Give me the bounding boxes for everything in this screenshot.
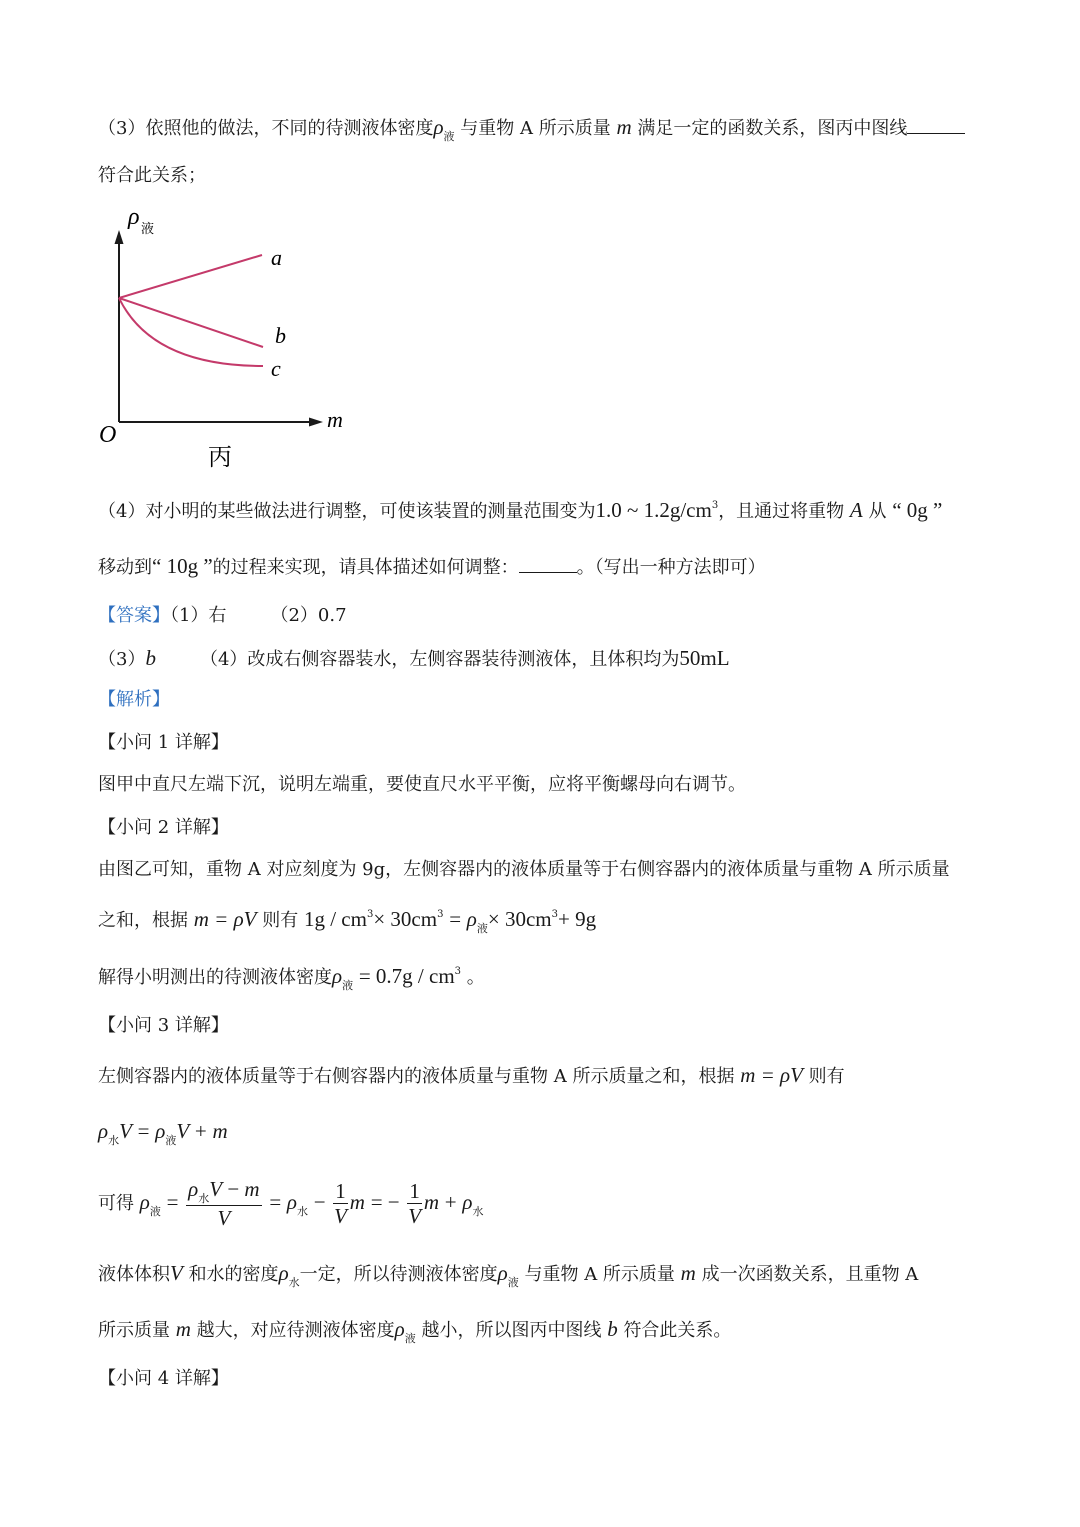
fraction-1: $\frac{\rho_水V - m}{V}$ [188,1176,260,1230]
m-symbol: m [349,1190,365,1214]
answer-line-2 [98,645,984,673]
sup3: 3 [366,909,374,920]
q4-line2-prefix: 移动到 [98,557,152,578]
rho-subscript: 液 [443,130,455,143]
s3-text-4 [98,1316,984,1346]
s1-body: 图甲中直尺左端下沉，说明左端重，要使直尺水平平衡，应将平衡螺母向右调节。 [98,774,746,795]
curve-b-label: b [275,323,286,348]
s4-head-text: 【小问 4 详解】 [98,1368,229,1389]
rho-water-subscript: 水 [288,1276,300,1289]
sup3: 3 [437,909,444,920]
answer-tag: 【答案】 [98,605,170,626]
q3-text-line2: 符合此关系； [98,165,206,186]
rho-water-subscript: 水 [108,1134,120,1147]
V-symbol: V [209,1176,223,1201]
q3-text-mid2: 满足一定的函数关系，图丙中图线 [637,118,908,139]
s2-body-3a: 解得小明测出的待测液体密度 [98,967,332,988]
rho-symbol: ρ [497,1261,508,1285]
q3-line-1 [98,114,984,144]
rho-symbol: ρ [433,115,444,139]
s3-equation-1: $\rho_水V = \rho_液V + m$ [98,1119,228,1147]
m-symbol: m [616,115,632,139]
figure-bing [90,200,370,475]
m-symbol: m [175,1317,191,1341]
rho-symbol: ρ [466,907,477,931]
s3-body-3a: 液体体积 [98,1264,170,1285]
curve-c-label: c [271,356,281,381]
s2-result: = 0.7g / cm [358,964,455,988]
curve-a-label: a [271,245,282,270]
s2-text-3 [98,963,984,994]
s3-body-3e: 成一次函数关系，且重物 A [701,1264,919,1285]
s3-body-4d: 符合此关系。 [623,1320,732,1341]
rho-subscript: 液 [476,922,488,935]
rho-subscript: 液 [404,1332,416,1345]
m-symbol: m [244,1176,260,1201]
rho-symbol: ρ [98,1119,109,1143]
sup3: 3 [551,909,558,920]
numerator-one: 1 [335,1178,346,1203]
s1-text [98,772,984,798]
y-axis-arrow [115,230,124,244]
y-axis-label-sub: 液 [141,221,155,236]
s2-head-text: 【小问 2 详解】 [98,817,229,838]
q4-text-prefix: （4）对小明的某些做法进行调整，可使该装置的测量范围变为 [98,501,596,522]
b-symbol: b [607,1317,618,1341]
q4-line-1 [98,497,984,528]
rho-symbol: ρ [188,1176,199,1201]
s3-body-2a: 可得 [98,1193,134,1214]
s2-text-1 [98,857,984,883]
q3-text-prefix: （3）依照他的做法，不同的待测液体密度 [98,118,434,139]
s3-body-4a: 所示质量 [98,1320,170,1341]
s2-body-1: 由图乙可知，重物 A 对应刻度为 9g，左侧容器内的液体质量等于右侧容器内的液体质量与重物 A 所示质量 [98,859,950,880]
s3-body-1a: 左侧容器内的液体质量等于右侧容器内的液体质量与重物 A 所示质量之和，根据 [98,1066,735,1087]
rho-water-subscript: 水 [472,1205,484,1218]
answer-blank[interactable] [519,554,577,573]
analysis-tag: 【解析】 [98,689,170,710]
s3-body-3c: 一定，所以待测液体密度 [299,1264,498,1285]
fraction-2 [333,1179,348,1230]
answer-4-value: 50mL [679,646,730,670]
rho-subscript: 液 [165,1134,177,1147]
answer-4: （4）改成右侧容器装水，左侧容器装待测液体，且体积均为 [199,649,680,670]
answer-1: （1）右 [170,605,227,626]
q4-range-sup: 3 [711,500,719,511]
answer-2: （2）0.7 [270,605,347,626]
q4-line2-suffix: 。（写出一种方法即可） [576,557,766,578]
s3-text-3 [98,1260,984,1290]
s2-body-3c: 。 [466,967,485,988]
s2-body-2a: 之和，根据 [98,910,188,931]
rho-subscript: 液 [342,979,354,992]
answer-blank[interactable] [907,115,965,134]
m-symbol: m [212,1119,228,1143]
q4-line-2 [98,553,984,581]
m-symbol: m [423,1190,440,1214]
rho-symbol: ρ [278,1261,289,1285]
q4-from-value: “ 0g ” [892,498,943,522]
s3-body-3b: 和水的密度 [188,1264,279,1285]
answer-3-value: b [145,646,156,670]
s3-text-1 [98,1062,984,1090]
sup3: 3 [454,966,462,977]
s2-text-2: 之和，根据 m = ρV 则有 $1g / cm^3\times 30cm^3 = \rho_液\times 30cm^3+ 9g$ [98,907,597,935]
curve-c [119,298,263,366]
rho-water-subscript: 水 [296,1205,308,1218]
q3-line-2 [98,163,984,189]
rho-water-subscript: 水 [198,1191,210,1205]
curve-b [119,298,263,347]
s2-eq-part3: × 30cm [487,907,552,931]
q4-to-value: “ 10g ” [152,554,213,578]
s3-body-3d: 与重物 A 所示质量 [524,1264,675,1285]
rho-symbol: ρ [139,1190,150,1214]
s3-body-1b: 则有 [808,1066,845,1087]
s3-equation-2: 可得 $\rho_液$ = $\frac{\rho_水V - m}{V}$ = $\rho_水$ − $\frac{1}{V}$ m = − $\frac{1}{V}$ $m + \rho_水$ [98,1176,484,1230]
s2-head [98,815,984,841]
x-axis-arrow [309,418,323,427]
V-symbol: V [408,1203,422,1228]
rho-symbol: ρ [286,1190,297,1214]
s4-head [98,1366,984,1392]
rho-subscript: 液 [149,1205,161,1218]
formula-m-rho-v: m = ρV [193,907,257,931]
V-symbol: V [170,1261,183,1285]
rho-symbol: ρ [332,964,343,988]
answer-3: （3） [98,649,146,670]
s3-body-4c: 越小，所以图丙中图线 [421,1320,602,1341]
s2-eq-part1: 1g / cm [303,907,367,931]
x-axis-label: m [327,407,343,432]
y-axis-label: ρ [128,204,140,230]
s2-body-2b: 则有 [262,910,299,931]
q4-text-mid: ，且通过将重物 [718,501,845,522]
q3-text-mid1: 与重物 A 所示质量 [460,118,611,139]
curve-a [119,255,262,298]
numerator-one: 1 [409,1178,420,1203]
s3-body-4b: 越大，对应待测液体密度 [196,1320,395,1341]
rho-symbol: ρ [394,1317,405,1341]
V-symbol: V [119,1119,132,1143]
q4-line2-mid: 的过程来实现，请具体描述如何调整： [212,557,519,578]
q4-range: 1.0 ~ 1.2g/cm [595,498,712,522]
q4-word-from: 从 [868,501,887,522]
rho-subscript: 液 [507,1276,519,1289]
analysis-tag-line [98,687,984,713]
m-symbol: m [680,1261,696,1285]
rho-symbol: ρ [155,1119,166,1143]
s3-head [98,1013,984,1039]
fraction-3 [407,1179,422,1230]
V-symbol: V [334,1203,347,1228]
V-symbol: V [176,1119,190,1143]
formula-m-rho-v: m = ρV [740,1063,803,1087]
rho-symbol: ρ [462,1190,473,1214]
s3-head-text: 【小问 3 详解】 [98,1015,229,1036]
s1-head-text: 【小问 1 详解】 [98,732,229,753]
V-symbol: V [217,1205,231,1230]
A-symbol: A [849,498,863,522]
answer-line-1 [98,603,984,629]
figure-caption: 丙 [208,445,232,471]
s2-eq-part2: × 30cm [373,907,438,931]
s2-eq-part4: + 9g [557,907,597,931]
s1-head [98,730,984,756]
origin-label: O [99,422,117,448]
